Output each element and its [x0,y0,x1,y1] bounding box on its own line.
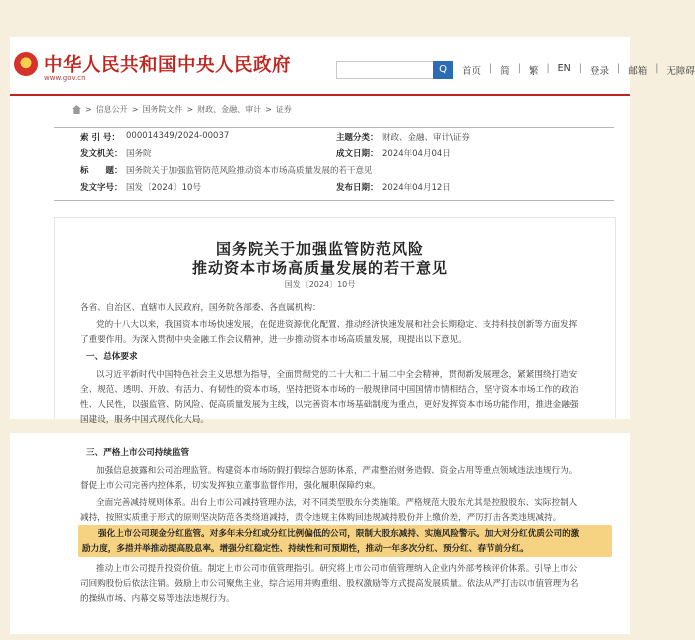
top-links: 首页 | 简 | 繁 | EN | 登录 | 邮箱 | 无障碍 [462,63,695,77]
article-docno: 国发〔2024〕10号 [284,280,356,289]
link-simplified[interactable]: 简 [500,66,510,77]
search-button[interactable] [433,61,453,79]
paragraph-2-line1: 以习近平新时代中国特色社会主义思想为指导，全面贯彻党的二十大和二十届二中全会精神，贯彻新发展理念，紧紧围绕打造安 [96,370,578,380]
site-title[interactable]: 中华人民共和国中央人民政府 [44,55,292,76]
paragraph-2-line2: 全、规范、透明、开放、有活力、有韧性的资本市场，坚持把资本市场的一般规律同中国国情市情相结合，坚守资本市场工作的政治 [80,385,579,395]
site-url: www.gov.cn [44,74,86,82]
article-title-line1: 国务院关于加强监管防范风险 [215,240,424,258]
index-no-value: 000014349/2024-00037 [126,131,230,141]
link-login[interactable]: 登录 [589,66,609,77]
national-emblem-icon[interactable] [14,52,38,76]
section-heading-1: 一、总体要求 [86,352,138,362]
title-value: 国务院关于加强监管防范风险推动资本市场高质量发展的若干意见 [126,166,373,176]
breadcrumb: > 信息公开 > 国务院文件 > 财政、金融、审计 > 证券 [72,104,292,115]
pubdate-label: 发布日期： [336,183,379,193]
pubdate-value: 2024年04月12日 [382,183,451,193]
breadcrumb-item[interactable]: 信息公开 [95,105,128,114]
link-accessibility[interactable]: 无障碍 [666,66,695,77]
header-divider [10,94,630,96]
section-heading-3: 三、严格上市公司持续监管 [86,448,190,458]
issuer-label: 发文机关： [80,149,123,159]
paragraph-3-line2: 督促上市公司完善内控体系，切实发挥独立董事监督作用，强化履职保障约束。 [80,481,381,491]
search-input[interactable] [336,61,434,79]
link-traditional[interactable]: 繁 [528,66,539,77]
paragraph-5-line1: 推动上市公司提升投资价值。制定上市公司市值管理指引。研究将上市公司市值管理纳入企业内外部考核评价体系。引导上市公 [96,564,578,574]
highlighted-paragraph-line1: 强化上市公司现金分红监管。对多年未分红或分红比例偏低的公司，限制大股东减持、实施风险警示。加大对分红优质公司的激 [98,529,580,539]
paragraph-5-line2: 司回购股份后依法注销。鼓励上市公司聚焦主业，综合运用并购重组、股权激励等方式提高发展质量。依法从严打击以市值管理为名 [80,579,579,589]
paragraph-4-line1: 全面完善减持规则体系。出台上市公司减持管理办法，对不同类型股东分类施策。严格规范大股东尤其是控股股东、实际控制人 [96,498,578,508]
paragraph-2-line4: 国建设，服务中国式现代化大局。 [80,415,209,425]
link-home[interactable]: 首页 [462,66,482,77]
recipients: 各省、自治区、直辖市人民政府，国务院各部委、各直属机构： [80,303,321,313]
index-no-label: 索 引 号： [80,133,120,143]
date-value: 2024年04月04日 [382,149,451,159]
issuer-value: 国务院 [126,149,152,159]
docno-value: 国发〔2024〕10号 [126,183,201,193]
paragraph-5-line3: 的操纵市场、内幕交易等违法违规行为。 [80,594,235,604]
paragraph-4-line2: 减持，按照实质重于形式的原则坚决防范各类绕道减持，责令违规主体购回违规减持股份并上缴价差，严厉打击各类违规减持。 [80,513,562,523]
paragraph-1-line1: 党的十八大以来，我国资本市场快速发展，在促进资源优化配置、推动经济快速发展和社会长期稳定、支持科技创新等方面发挥 [96,320,578,330]
home-icon[interactable] [72,105,81,114]
breadcrumb-item[interactable]: 证券 [275,105,292,114]
topic-value: 财政、金融、审计\证券 [382,133,470,143]
link-mail[interactable]: 邮箱 [628,66,648,77]
paragraph-1-line2: 了重要作用。为深入贯彻中央金融工作会议精神，进一步推动资本市场高质量发展，现提出以下意见。 [80,335,467,345]
topic-label: 主题分类： [336,133,379,143]
search-icon: Q [439,64,447,75]
title-label: 标 题： [80,166,123,176]
date-label: 成文日期： [336,149,379,159]
breadcrumb-item[interactable]: 财政、金融、审计 [197,105,262,114]
highlighted-paragraph-line2: 励力度，多措并举推动提高股息率。增强分红稳定性、持续性和可预期性，推动一年多次分红、预分红、春节前分红。 [82,544,529,554]
paragraph-3-line1: 加强信息披露和公司治理监管。构建资本市场防假打假综合惩防体系，严肃整治财务造假、资金占用等重点领域违法违规行为。 [96,466,578,476]
paragraph-2-line3: 性、人民性，以强监管、防风险、促高质量发展为主线，以完善资本市场基础制度为重点，更好发挥资本市场功能作用，推进金融强 [80,400,579,410]
breadcrumb-item[interactable]: 国务院文件 [142,105,183,114]
document-meta-table [54,127,614,201]
link-english[interactable]: EN [557,63,571,74]
article-title-line2: 推动资本市场高质量发展的若干意见 [191,259,448,277]
docno-label: 发文字号： [80,183,123,193]
